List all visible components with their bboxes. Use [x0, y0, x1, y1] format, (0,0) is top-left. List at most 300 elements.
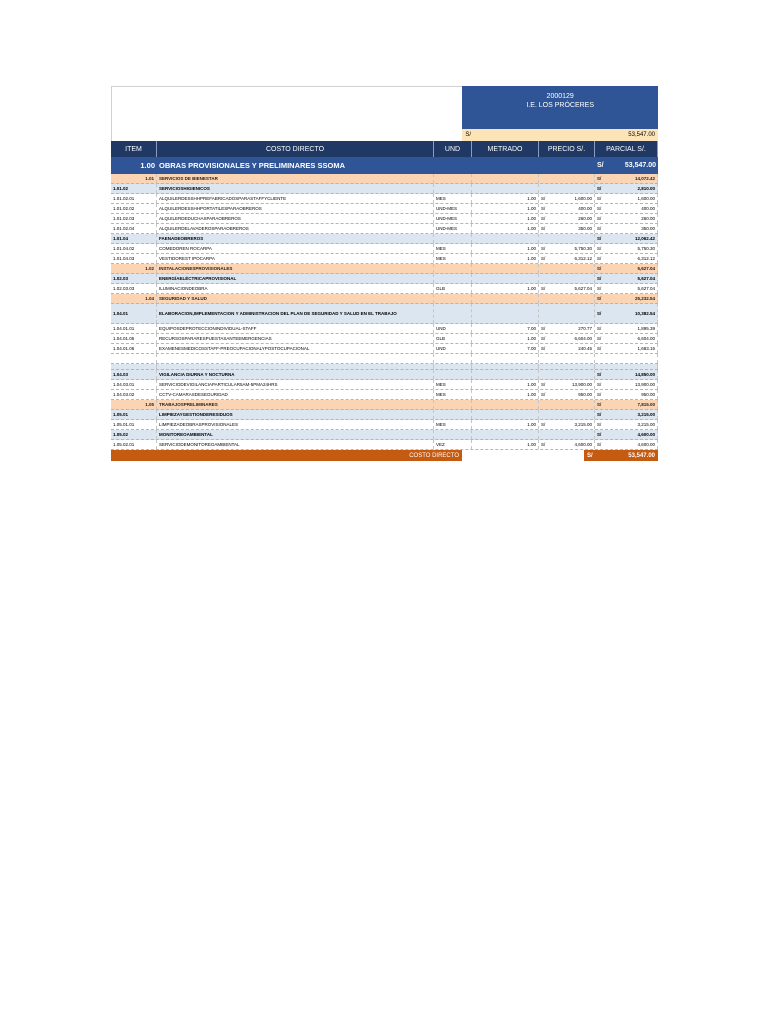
total-gap	[462, 450, 584, 461]
row-metrado	[472, 304, 539, 323]
row-parcial-value: 1,895.39	[637, 326, 655, 331]
row-parcial-currency: S/	[597, 206, 602, 211]
row-parcial	[595, 400, 658, 409]
row-item: 1.04.03.02	[111, 390, 157, 399]
row-metrado	[472, 264, 539, 273]
row-desc: INSTALACIONESPROVISIONALES	[157, 264, 434, 273]
row-desc: ALQUILERDELAVADEROSPARAOBREROS	[157, 224, 434, 233]
row-parcial	[595, 174, 658, 183]
main-par-value: 53,547.00	[624, 162, 656, 169]
row-parcial-currency: S/	[597, 286, 602, 291]
table-row[interactable]	[111, 234, 658, 244]
row-parcial	[595, 254, 658, 263]
row-item: 1.02.03	[111, 274, 157, 283]
row-und: UND-MES	[434, 204, 472, 213]
header-blank	[111, 86, 462, 129]
budget-rows	[111, 174, 658, 450]
row-precio	[539, 194, 595, 203]
row-desc: SERVICIOSHIGIENICOS	[157, 184, 434, 193]
row-desc: FAENADEOBREROS	[157, 234, 434, 243]
row-parcial	[595, 284, 658, 293]
row-metrado	[472, 400, 539, 409]
row-precio	[539, 214, 595, 223]
row-precio	[539, 304, 595, 323]
row-und	[434, 264, 472, 273]
row-parcial-value: 14,072.42	[634, 176, 655, 181]
row-metrado	[472, 274, 539, 283]
row-precio-value: 13,900.00	[571, 382, 592, 387]
row-item: 1.05.01	[111, 410, 157, 419]
row-und	[434, 430, 472, 439]
row-precio	[539, 390, 595, 399]
row-parcial	[595, 204, 658, 213]
row-metrado	[472, 324, 539, 333]
row-parcial	[595, 224, 658, 233]
row-metrado-value: 1.00	[527, 336, 536, 341]
row-precio-value: 240.45	[578, 346, 592, 351]
row-precio	[539, 204, 595, 213]
row-parcial-value: 5,627.04	[637, 286, 655, 291]
row-metrado-value: 1.00	[527, 422, 536, 427]
project-total-cell[interactable]	[462, 129, 658, 141]
row-precio-currency: S/	[541, 226, 546, 231]
row-precio-value: 4,600.00	[574, 442, 592, 447]
row-und: VEZ	[434, 440, 472, 449]
row-precio	[539, 244, 595, 253]
row-metrado	[472, 234, 539, 243]
header-und[interactable]: UND	[434, 141, 472, 157]
row-und	[434, 400, 472, 409]
row-precio-value: 5,750.30	[574, 246, 592, 251]
table-row[interactable]	[111, 440, 658, 450]
row-precio-currency: S/	[541, 326, 546, 331]
row-parcial-currency: S/	[597, 246, 602, 251]
row-item	[111, 354, 157, 363]
row-item: 1.01.02.04	[111, 224, 157, 233]
row-und: UND	[434, 324, 472, 333]
row-metrado	[472, 430, 539, 439]
row-metrado	[472, 364, 539, 369]
row-parcial	[595, 194, 658, 203]
row-parcial-value: 4,600.00	[637, 442, 655, 447]
main-par	[595, 157, 658, 174]
row-precio	[539, 354, 595, 363]
row-parcial-value: 260.00	[641, 216, 655, 221]
row-item: 1.01	[111, 174, 157, 183]
row-metrado	[472, 354, 539, 363]
table-row[interactable]	[111, 274, 658, 284]
row-precio	[539, 400, 595, 409]
main-desc: OBRAS PROVISIONALES Y PRELIMINARES SSOMA	[159, 161, 346, 170]
row-metrado	[472, 184, 539, 193]
row-und: MES	[434, 254, 472, 263]
row-precio	[539, 274, 595, 283]
project-code: 2000129	[546, 93, 574, 100]
row-und: GLB	[434, 334, 472, 343]
row-parcial-currency: S/	[597, 216, 602, 221]
header-parcial[interactable]: PARCIAL S/.	[595, 141, 658, 157]
row-parcial-currency: S/	[597, 176, 602, 181]
row-parcial-currency: S/	[597, 346, 602, 351]
row-metrado-value: 7.00	[527, 326, 536, 331]
row-parcial-currency: S/	[597, 392, 602, 397]
row-precio	[539, 410, 595, 419]
row-desc: EQUIPOSDEPROTECCIONINDIVIDUAL-STAFF	[157, 324, 434, 333]
row-metrado-value: 1.00	[527, 382, 536, 387]
row-parcial-currency: S/	[597, 226, 602, 231]
row-precio	[539, 294, 595, 303]
header-desc[interactable]: COSTO DIRECTO	[157, 141, 434, 157]
table-row[interactable]	[111, 214, 658, 224]
row-precio	[539, 174, 595, 183]
row-item: 1.04.01.01	[111, 324, 157, 333]
project-name: I.E. LOS PRÓCERES	[526, 102, 595, 109]
row-metrado	[472, 204, 539, 213]
row-item: 1.01.02.01	[111, 194, 157, 203]
row-parcial-currency: S/	[597, 422, 602, 427]
row-metrado	[472, 334, 539, 343]
table-row[interactable]	[111, 390, 658, 400]
row-desc: ENERGÍAELÉCTRICAPROVISIONAL	[157, 274, 434, 283]
row-precio-value: 3,215.00	[574, 422, 592, 427]
row-und	[434, 184, 472, 193]
row-parcial	[595, 410, 658, 419]
row-desc: SERVICIOS DE BIENESTAR	[157, 174, 434, 183]
row-parcial-currency: S/	[597, 326, 602, 331]
row-metrado-value: 1.00	[527, 392, 536, 397]
row-item: 1.04.01.06	[111, 344, 157, 353]
row-item: 1.04.01.05	[111, 334, 157, 343]
row-item: 1.01.04	[111, 234, 157, 243]
row-precio-currency: S/	[541, 382, 546, 387]
row-parcial-value: 3,215.00	[637, 412, 655, 417]
row-parcial-value: 1,683.15	[637, 346, 655, 351]
row-precio-currency: S/	[541, 392, 546, 397]
row-und	[434, 304, 472, 323]
row-parcial	[595, 294, 658, 303]
row-precio-value: 1,600.00	[574, 196, 592, 201]
budget-sheet	[111, 86, 658, 461]
total-currency: S/	[587, 452, 593, 459]
row-metrado	[472, 174, 539, 183]
row-und: UND-MES	[434, 224, 472, 233]
row-parcial	[595, 184, 658, 193]
row-parcial	[595, 264, 658, 273]
row-parcial	[595, 214, 658, 223]
row-parcial-value: 3,215.00	[637, 422, 655, 427]
row-precio-currency: S/	[541, 336, 546, 341]
table-row[interactable]	[111, 194, 658, 204]
row-desc: ILUMINACIONDEOBRA	[157, 284, 434, 293]
row-parcial	[595, 354, 658, 363]
row-precio-value: 6,312.12	[574, 256, 592, 261]
row-metrado	[472, 370, 539, 379]
row-desc: RECURSOSPARARESPUESTASANTEEMERGENCIAS	[157, 334, 434, 343]
row-item: 1.04.01	[111, 304, 157, 323]
table-row[interactable]	[111, 304, 658, 324]
main-chapter-row[interactable]	[111, 157, 658, 174]
row-desc: LIMPIEZAYGESTIONDERESIDUOS	[157, 410, 434, 419]
row-precio	[539, 380, 595, 389]
row-item: 1.04	[111, 294, 157, 303]
row-und	[434, 364, 472, 369]
row-parcial-value: 6,604.00	[637, 336, 655, 341]
row-parcial	[595, 334, 658, 343]
row-parcial-currency: S/	[597, 382, 602, 387]
row-precio	[539, 420, 595, 429]
row-parcial	[595, 234, 658, 243]
row-item: 1.01.04.02	[111, 244, 157, 253]
table-row[interactable]	[111, 184, 658, 194]
total-value: 53,547.00	[628, 452, 655, 459]
row-precio-currency: S/	[541, 346, 546, 351]
row-metrado-value: 1.00	[527, 196, 536, 201]
row-item: 1.01.02.02	[111, 204, 157, 213]
row-metrado	[472, 344, 539, 353]
row-parcial	[595, 440, 658, 449]
row-parcial-value: 14,850.00	[634, 372, 655, 377]
row-parcial	[595, 380, 658, 389]
row-parcial-value: 2,810.00	[637, 186, 655, 191]
row-precio-value: 950.00	[578, 392, 592, 397]
row-precio	[539, 184, 595, 193]
row-metrado	[472, 244, 539, 253]
row-desc: COMEDOREN ROCARPA	[157, 244, 434, 253]
row-item: 1.02	[111, 264, 157, 273]
row-precio-value: 260.00	[578, 216, 592, 221]
row-parcial	[595, 420, 658, 429]
row-metrado	[472, 254, 539, 263]
row-item	[111, 364, 157, 369]
row-precio	[539, 234, 595, 243]
row-precio-value: 400.00	[578, 206, 592, 211]
total-row	[111, 450, 658, 461]
row-und: MES	[434, 194, 472, 203]
row-desc: ALQUILERDESSHHPREFABRICADOSPARASTAFFYCLIENTE	[157, 194, 434, 203]
row-parcial	[595, 430, 658, 439]
row-parcial-value: 5,750.30	[637, 246, 655, 251]
row-parcial-currency: S/	[597, 186, 602, 191]
row-parcial-currency: S/	[597, 402, 602, 407]
row-parcial	[595, 304, 658, 323]
table-row[interactable]	[111, 244, 658, 254]
row-item: 1.02.03.03	[111, 284, 157, 293]
row-parcial-value: 10,382.54	[634, 311, 655, 316]
row-item: 1.05.02.01	[111, 440, 157, 449]
row-parcial	[595, 390, 658, 399]
row-metrado	[472, 420, 539, 429]
row-und	[434, 294, 472, 303]
row-metrado-value: 1.00	[527, 206, 536, 211]
row-metrado-value: 1.00	[527, 216, 536, 221]
row-parcial-currency: S/	[597, 256, 602, 261]
row-precio-currency: S/	[541, 216, 546, 221]
row-parcial-currency: S/	[597, 442, 602, 447]
row-item: 1.04.03.01	[111, 380, 157, 389]
row-desc: ALQUILERDEDUCHASPARAOBREROS	[157, 214, 434, 223]
row-und	[434, 410, 472, 419]
row-parcial	[595, 244, 658, 253]
table-row[interactable]	[111, 334, 658, 344]
row-precio	[539, 224, 595, 233]
row-precio-currency: S/	[541, 206, 546, 211]
row-item: 1.05.02	[111, 430, 157, 439]
row-metrado	[472, 214, 539, 223]
row-und	[434, 370, 472, 379]
main-pre	[539, 157, 595, 174]
row-parcial-value: 12,062.42	[634, 236, 655, 241]
table-row[interactable]	[111, 370, 658, 380]
row-desc: ALQUILERDESSHHPORTATILESPARAOBREROS	[157, 204, 434, 213]
row-parcial-currency: S/	[597, 336, 602, 341]
row-parcial-value: 950.00	[641, 392, 655, 397]
row-precio	[539, 440, 595, 449]
row-und	[434, 274, 472, 283]
row-parcial-value: 5,627.04	[637, 266, 655, 271]
row-precio-value: 6,604.00	[574, 336, 592, 341]
row-desc: SERVICIODEMONITOREOAMBIENTAL	[157, 440, 434, 449]
table-row[interactable]	[111, 264, 658, 274]
row-item: 1.05	[111, 400, 157, 409]
row-parcial-currency: S/	[597, 276, 602, 281]
row-parcial	[595, 324, 658, 333]
main-und	[434, 157, 472, 174]
row-parcial-currency: S/	[597, 412, 602, 417]
row-metrado	[472, 380, 539, 389]
row-item: 1.04.03	[111, 370, 157, 379]
row-precio-value: 5,627.04	[574, 286, 592, 291]
row-parcial-value: 6,312.12	[637, 256, 655, 261]
row-und	[434, 234, 472, 243]
row-und: UND	[434, 344, 472, 353]
currency-label: S/	[465, 132, 472, 138]
row-metrado-value: 7.00	[527, 346, 536, 351]
row-desc	[157, 364, 434, 369]
row-desc: LIMPIEZADEOBRASPROVISIONALES	[157, 420, 434, 429]
main-met	[472, 157, 539, 174]
row-desc: SERVICIODEVIGILANCIAPARTICULAR5AM-5PMA24HRS	[157, 380, 434, 389]
row-metrado	[472, 284, 539, 293]
row-metrado	[472, 390, 539, 399]
row-item: 1.01.02.03	[111, 214, 157, 223]
column-header	[111, 141, 658, 157]
row-precio-currency: S/	[541, 246, 546, 251]
table-row[interactable]	[111, 294, 658, 304]
row-metrado-value: 1.00	[527, 442, 536, 447]
row-precio	[539, 284, 595, 293]
row-desc: EXAMENESMEDICOSSTAFF-PREOCUPACIONALYPOSTOCUPACIONAL	[157, 344, 434, 353]
table-row[interactable]	[111, 204, 658, 214]
row-precio	[539, 430, 595, 439]
row-parcial-value: 1,600.00	[637, 196, 655, 201]
table-row[interactable]	[111, 224, 658, 234]
project-total-row	[111, 129, 658, 141]
row-metrado	[472, 440, 539, 449]
table-row[interactable]	[111, 284, 658, 294]
row-metrado-value: 1.00	[527, 256, 536, 261]
row-item: 1.01.02	[111, 184, 157, 193]
row-precio-currency: S/	[541, 422, 546, 427]
row-und: MES	[434, 390, 472, 399]
row-metrado-value: 1.00	[527, 226, 536, 231]
row-parcial-currency: S/	[597, 296, 602, 301]
row-desc: TRABAJOSPRELIMINARES	[157, 400, 434, 409]
table-row[interactable]	[111, 174, 658, 184]
header-item[interactable]: ITEM	[111, 141, 157, 157]
table-row[interactable]	[111, 400, 658, 410]
main-item: 1.00	[140, 161, 155, 170]
row-und: UND-MES	[434, 214, 472, 223]
row-item: 1.05.01.01	[111, 420, 157, 429]
row-parcial	[595, 370, 658, 379]
table-row[interactable]	[111, 420, 658, 430]
table-row[interactable]	[111, 354, 658, 364]
header-precio[interactable]: PRECIO S/.	[539, 141, 595, 157]
table-row[interactable]	[111, 344, 658, 354]
row-precio	[539, 364, 595, 369]
row-und: MES	[434, 380, 472, 389]
row-precio	[539, 334, 595, 343]
table-row[interactable]	[111, 254, 658, 264]
soles-blank	[111, 129, 462, 141]
table-row[interactable]	[111, 410, 658, 420]
row-precio-currency: S/	[541, 196, 546, 201]
row-parcial-currency: S/	[597, 311, 602, 316]
row-parcial-value: 5,627.04	[637, 276, 655, 281]
row-metrado	[472, 294, 539, 303]
row-parcial-value: 400.00	[641, 206, 655, 211]
row-precio	[539, 324, 595, 333]
row-precio-value: 270.77	[578, 326, 592, 331]
table-row[interactable]	[111, 380, 658, 390]
row-precio-value: 350.00	[578, 226, 592, 231]
table-row[interactable]	[111, 324, 658, 334]
total-value-cell[interactable]	[584, 450, 658, 461]
row-und: MES	[434, 420, 472, 429]
project-total-value: 53,547.00	[628, 132, 655, 138]
row-metrado	[472, 194, 539, 203]
row-und: MES	[434, 244, 472, 253]
row-precio	[539, 344, 595, 353]
row-parcial-value: 13,900.00	[634, 382, 655, 387]
row-precio-currency: S/	[541, 286, 546, 291]
row-parcial	[595, 274, 658, 283]
row-desc: CCTV-CAMARASDESEGURIDAD	[157, 390, 434, 399]
row-desc: SEGURIDAD Y SALUD	[157, 294, 434, 303]
row-precio	[539, 264, 595, 273]
main-currency: S/	[597, 162, 604, 169]
project-title-cell[interactable]	[462, 86, 658, 129]
row-parcial-currency: S/	[597, 432, 602, 437]
row-precio-currency: S/	[541, 442, 546, 447]
row-und: GLB	[434, 284, 472, 293]
row-parcial-currency: S/	[597, 236, 602, 241]
row-parcial-currency: S/	[597, 372, 602, 377]
row-parcial-value: 350.00	[641, 226, 655, 231]
project-header	[111, 86, 658, 129]
row-precio	[539, 370, 595, 379]
row-parcial-currency: S/	[597, 266, 602, 271]
row-precio-currency: S/	[541, 256, 546, 261]
table-row[interactable]	[111, 430, 658, 440]
header-metrado[interactable]: METRADO	[472, 141, 539, 157]
row-parcial-currency: S/	[597, 196, 602, 201]
row-desc: MONITOREOAMBIENTAL	[157, 430, 434, 439]
row-und	[434, 174, 472, 183]
total-label: COSTO DIRECTO	[111, 450, 462, 461]
row-metrado-value: 1.00	[527, 286, 536, 291]
row-item: 1.01.04.03	[111, 254, 157, 263]
